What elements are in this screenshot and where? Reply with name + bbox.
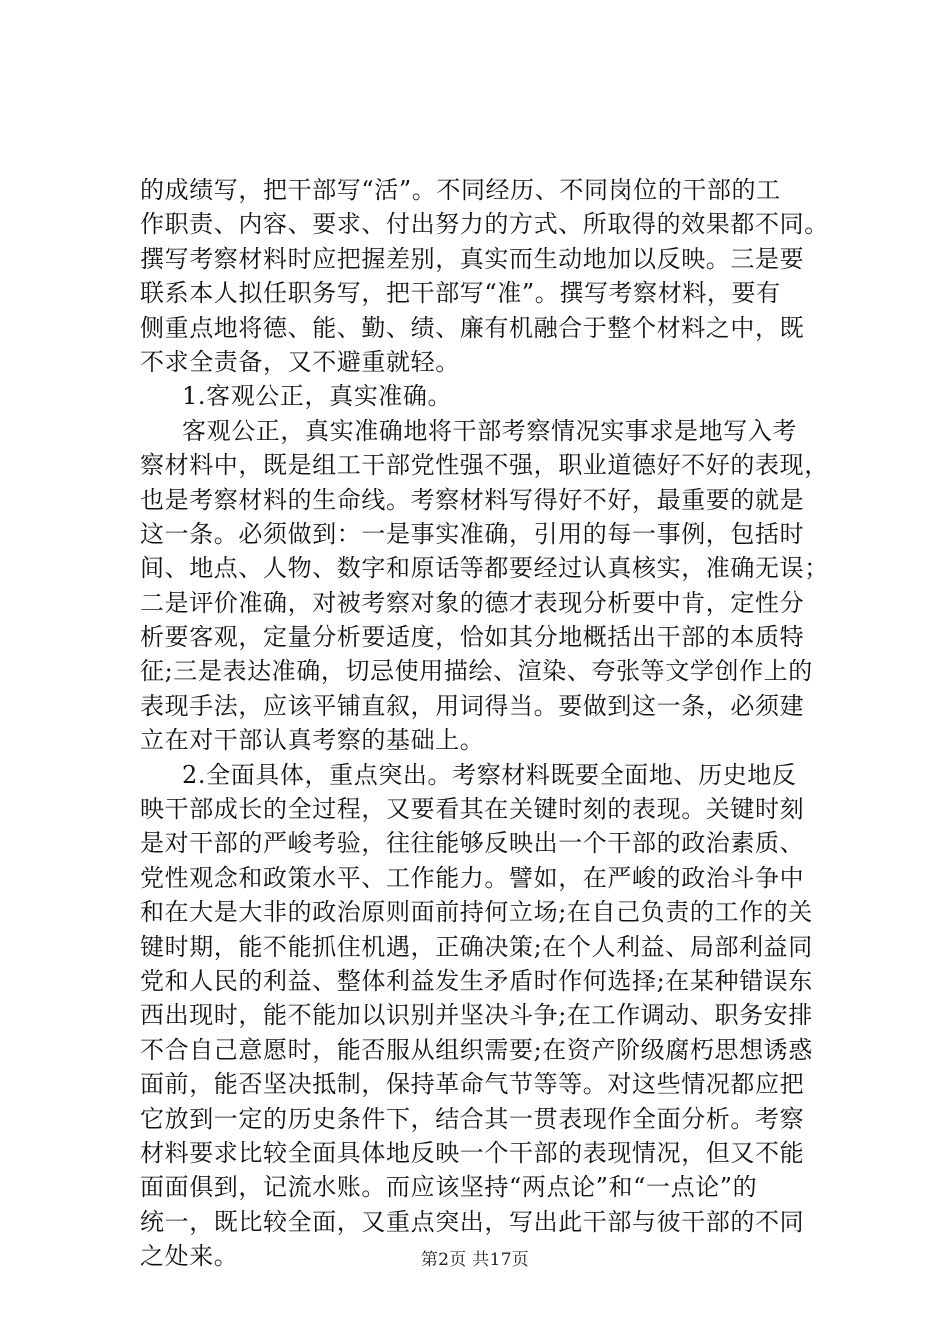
text-line: 的成绩写，把干部写“活”。不同经历、不同岗位的干部的工 bbox=[140, 176, 781, 204]
text-line: 它放到一定的历史条件下，结合其一贯表现作全面分析。考察 bbox=[140, 1104, 805, 1133]
text-line: 材料要求比较全面具体地反映一个干部的表现情况，但又不能 bbox=[140, 1138, 805, 1167]
text-line: 征;三是表达准确，切忌使用描绘、渲染、夸张等文学创作上的 bbox=[140, 657, 813, 686]
text-line: 2.全面具体，重点突出。考察材料既要全面地、历史地反 bbox=[182, 760, 797, 789]
text-line: 析要客观，定量分析要适度，恰如其分地概括出干部的本质特 bbox=[140, 623, 805, 652]
text-line: 和在大是大非的政治原则面前持何立场;在自己负责的工作的关 bbox=[140, 898, 813, 927]
text-line: 1.客观公正，真实准确。 bbox=[182, 382, 453, 411]
text-line: 作职责、内容、要求、付出努力的方式、所取得的效果都不同。 bbox=[140, 210, 829, 239]
text-line: 表现手法，应该平铺直叙，用词得当。要做到这一条，必须建 bbox=[140, 691, 805, 720]
text-line: 间、地点、人物、数字和原话等都要经过认真核实，准确无误； bbox=[140, 554, 829, 583]
text-line: 侧重点地将德、能、勤、绩、廉有机融合于整个材料之中，既 bbox=[140, 313, 805, 342]
text-line: 撰写考察材料时应把握差别，真实而生动地加以反映。三是要 bbox=[140, 244, 805, 273]
page-number-footer: 第2页 共17页 bbox=[420, 1250, 530, 1270]
text-line: 键时期，能不能抓住机遇，正确决策;在个人利益、局部利益同 bbox=[140, 932, 813, 961]
text-line: 联系本人拟任职务写，把干部写“准”。撰写考察材料，要有 bbox=[140, 279, 781, 308]
text-line: 立在对干部认真考察的基础上。 bbox=[140, 726, 485, 755]
text-line: 二是评价准确，对被考察对象的德才表现分析要中肯，定性分 bbox=[140, 588, 805, 617]
text-line: 统一，既比较全面，又重点突出，写出此干部与彼干部的不同 bbox=[140, 1207, 805, 1236]
text-line: 西出现时，能不能加以识别并坚决斗争;在工作调动、职务安排 bbox=[140, 1001, 813, 1030]
text-line: 客观公正，真实准确地将干部考察情况实事求是地写入考 bbox=[182, 416, 797, 445]
text-line: 党和人民的利益、整体利益发生矛盾时作何选择;在某种错误东 bbox=[140, 966, 813, 995]
document-body bbox=[140, 173, 830, 1274]
text-line: 是对干部的严峻考验，往往能够反映出一个干部的政治素质、 bbox=[140, 829, 805, 858]
text-line: 这一条。必须做到：一是事实准确，引用的每一事例，包括时 bbox=[140, 519, 805, 548]
text-line: 面面俱到，记流水账。而应该坚持“两点论”和“一点论”的 bbox=[140, 1173, 758, 1202]
text-line: 也是考察材料的生命线。考察材料写得好不好，最重要的就是 bbox=[140, 485, 805, 514]
text-line: 之处来。 bbox=[140, 1242, 239, 1271]
text-line: 党性观念和政策水平、工作能力。譬如，在严峻的政治斗争中 bbox=[140, 863, 805, 892]
text-line: 面前，能否坚决抵制，保持革命气节等等。对这些情况都应把 bbox=[140, 1070, 805, 1099]
text-line: 不合自己意愿时，能否服从组织需要;在资产阶级腐朽思想诱惑 bbox=[140, 1035, 813, 1064]
text-line: 不求全责备，又不避重就轻。 bbox=[140, 347, 460, 376]
text-line: 察材料中，既是组工干部党性强不强，职业道德好不好的表现， bbox=[140, 451, 829, 480]
text-line: 映干部成长的全过程，又要看其在关键时刻的表现。关键时刻 bbox=[140, 795, 805, 824]
